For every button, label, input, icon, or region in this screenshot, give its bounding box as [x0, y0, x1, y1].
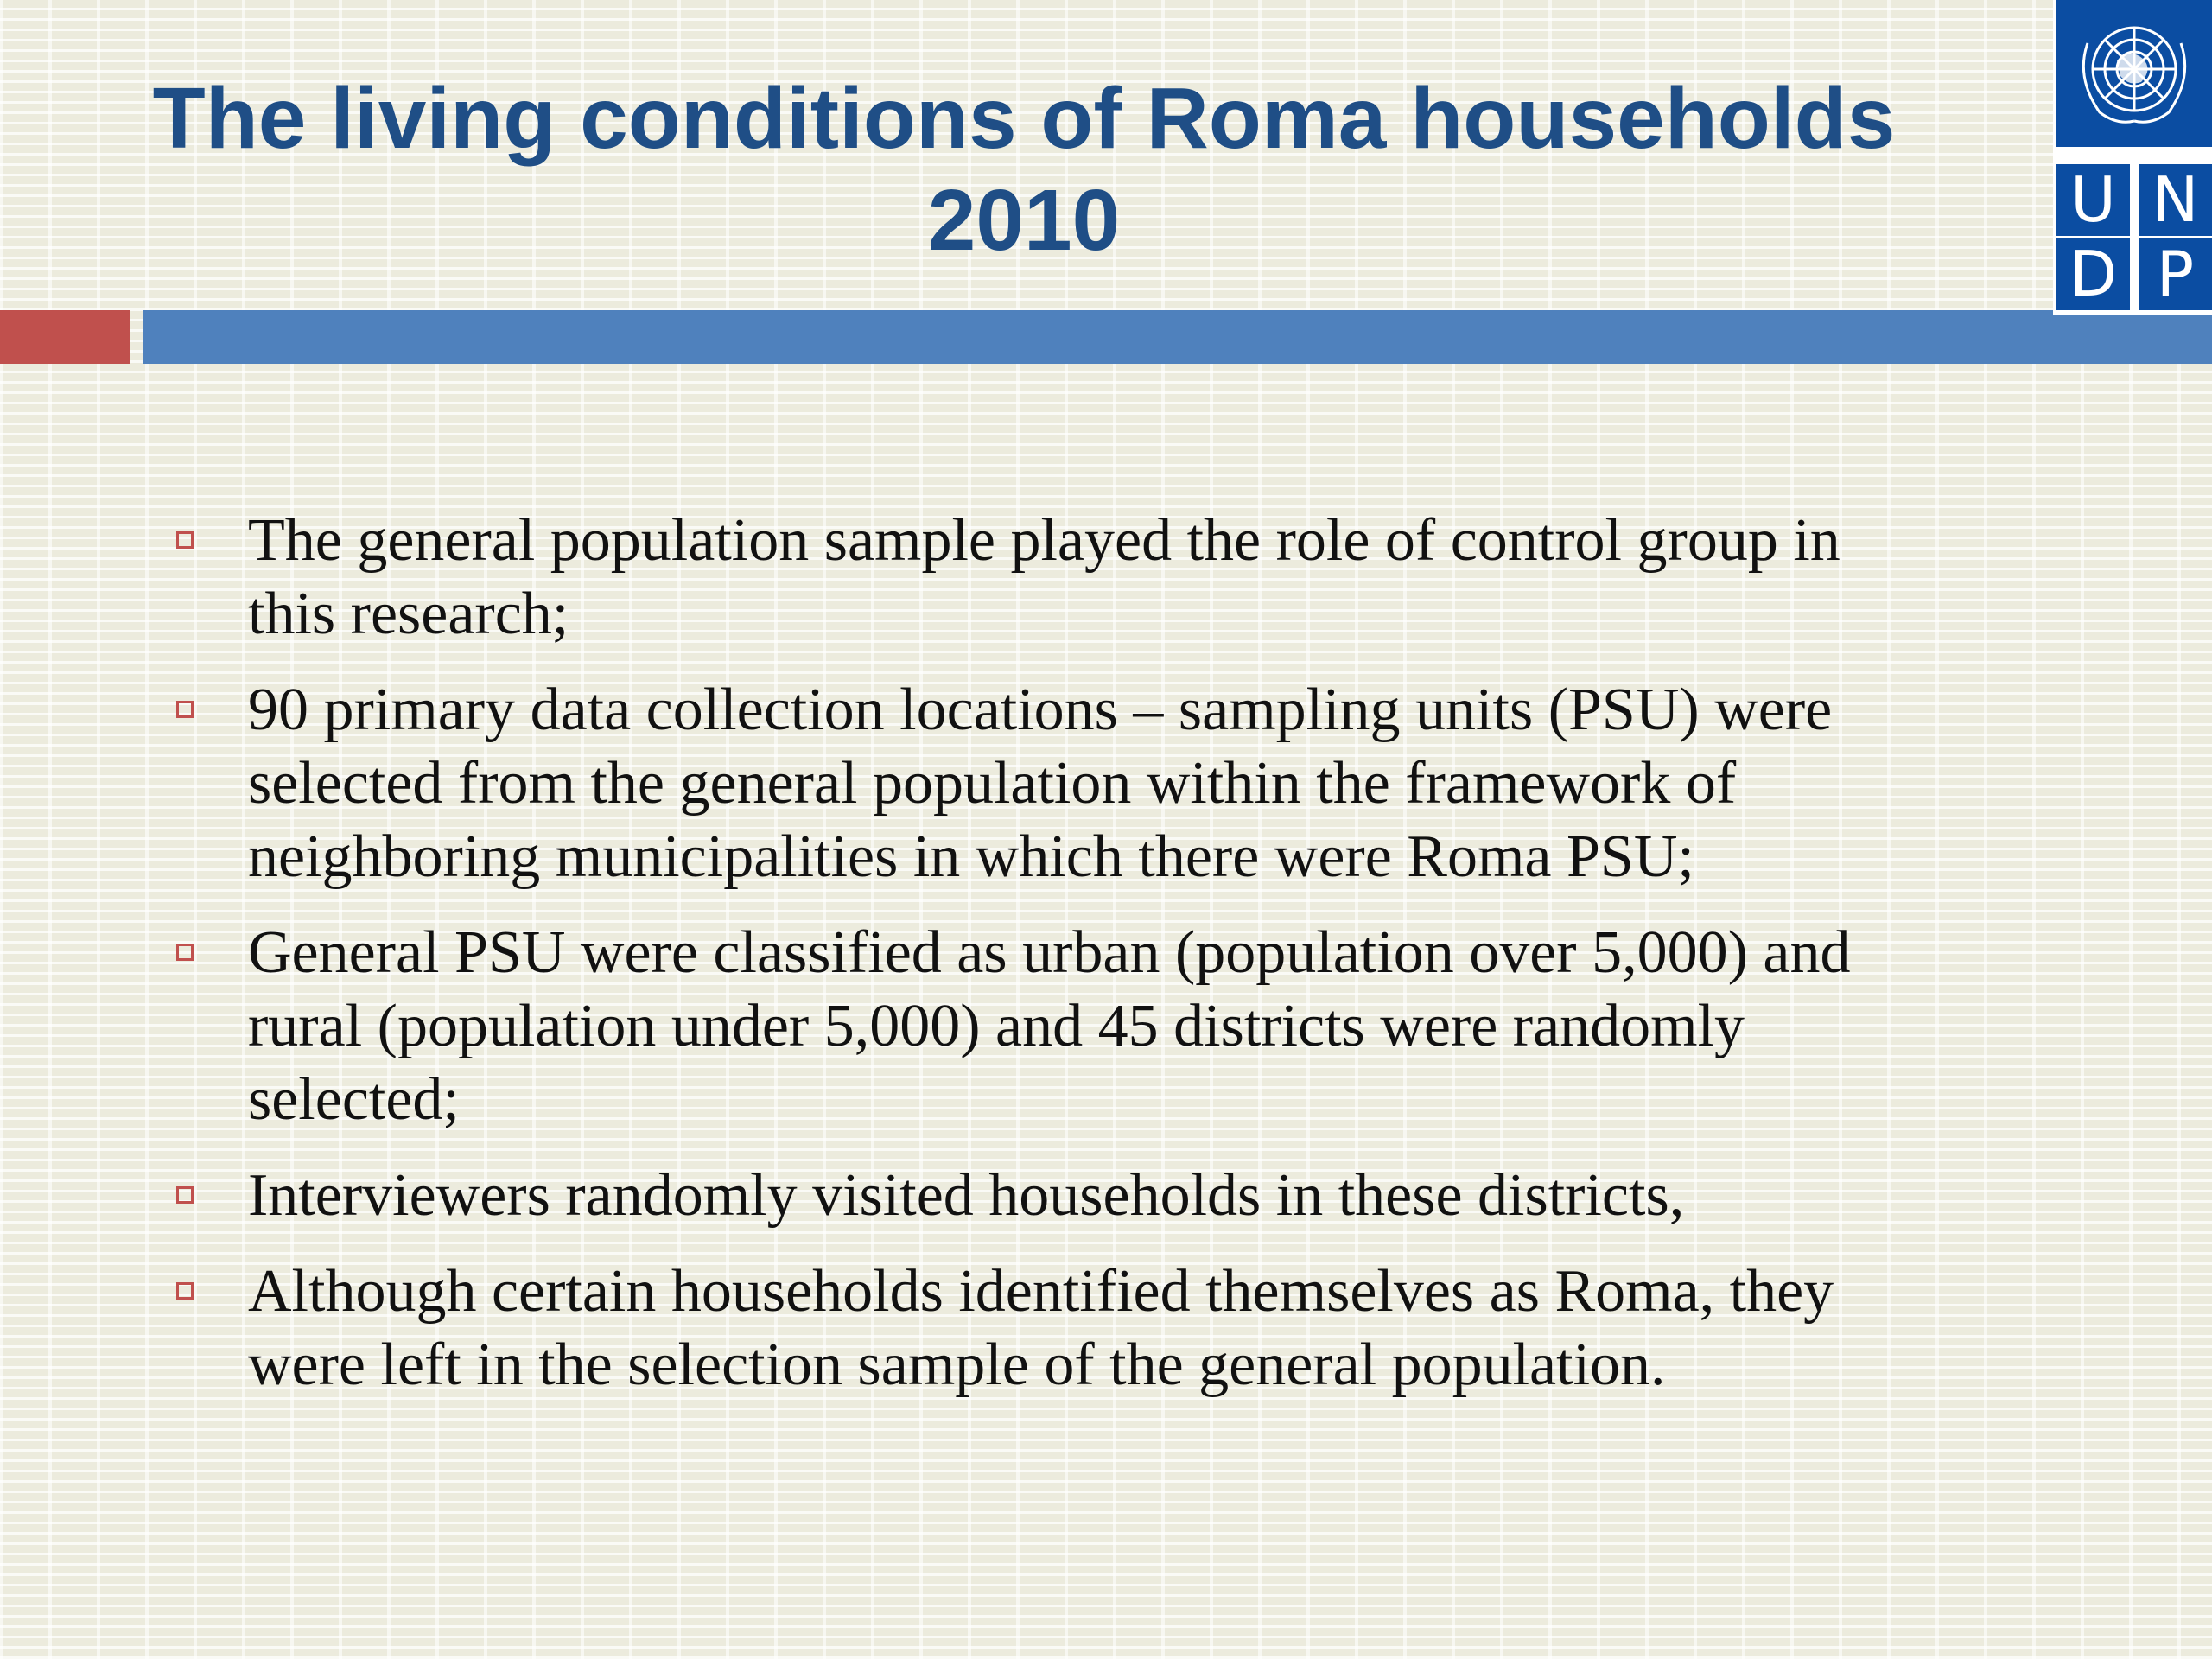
- bullet-line: Interviewers randomly visited households in these districts,: [248, 1162, 1685, 1229]
- bullet-line: General PSU were classified as urban (population over 5,000) and: [248, 919, 1851, 986]
- title-line-2: 2010: [927, 172, 1121, 269]
- bullet-line: were left in the selection sample of the general population.: [248, 1332, 1666, 1398]
- red-accent-bar: [0, 310, 130, 364]
- logo-letter-n: N: [2139, 164, 2212, 236]
- bullet-text: [248, 673, 1832, 893]
- bullet-line: selected from the general population within the framework of: [248, 750, 1737, 817]
- bullet-line: Although certain households identified themselves as Roma, they: [248, 1258, 1834, 1325]
- bullet-line: rural (population under 5,000) and 45 districts were randomly: [248, 993, 1745, 1059]
- bullet-line: selected;: [248, 1066, 460, 1133]
- undp-logo: [2053, 0, 2212, 315]
- square-bullet-icon: [176, 531, 194, 549]
- square-bullet-icon: [176, 1282, 194, 1300]
- title-line-1: The living conditions of Roma households: [152, 70, 1896, 167]
- bullet-line: this research;: [248, 581, 569, 647]
- square-bullet-icon: [176, 1186, 194, 1204]
- bullet-line: The general population sample played the role of control group in: [248, 507, 1840, 574]
- bullet-line: 90 primary data collection locations – sampling units (PSU) were: [248, 677, 1833, 743]
- square-bullet-icon: [176, 944, 194, 961]
- square-bullet-icon: [176, 701, 194, 718]
- un-emblem-icon: [2056, 0, 2212, 147]
- logo-letter-d: D: [2056, 238, 2130, 310]
- bullet-text: [248, 1159, 1684, 1232]
- logo-letter-u: U: [2056, 164, 2130, 236]
- logo-letter-p: P: [2139, 238, 2212, 310]
- bullet-text: [248, 504, 1840, 651]
- bullet-text: [248, 1255, 1834, 1402]
- blue-accent-bar: [143, 310, 2212, 364]
- slide-title: [0, 67, 2048, 271]
- bullet-text: [248, 916, 1850, 1136]
- bullet-line: neighboring municipalities in which there were Roma PSU;: [248, 823, 1694, 890]
